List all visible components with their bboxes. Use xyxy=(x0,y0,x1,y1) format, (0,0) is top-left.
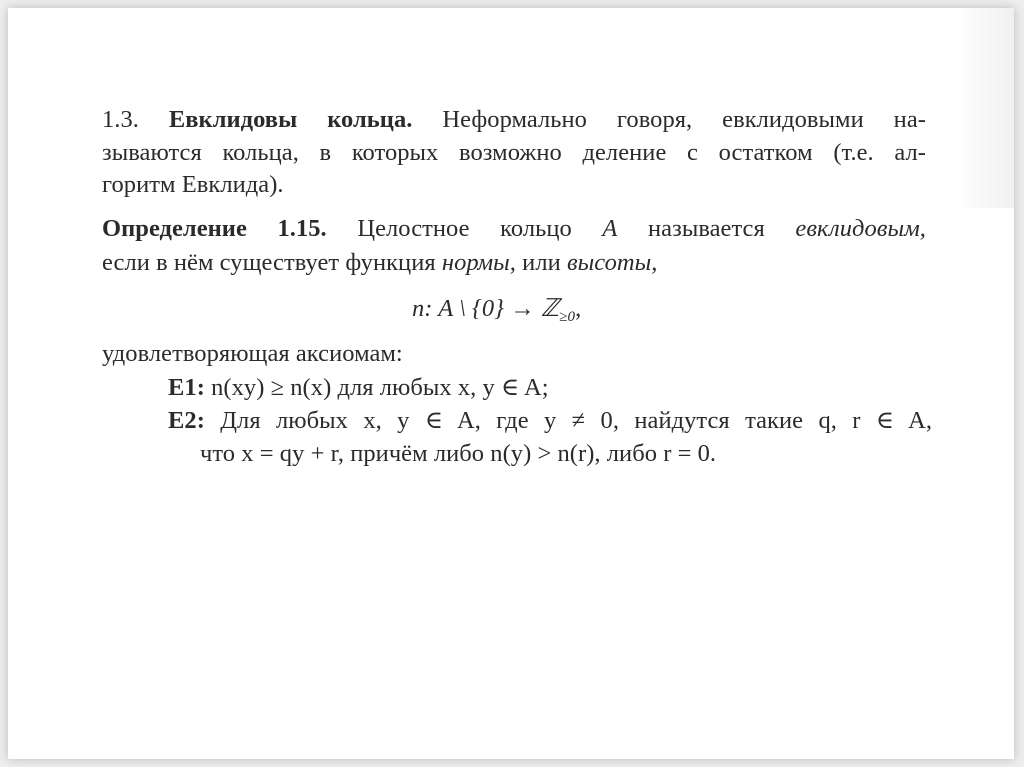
formula-end: , xyxy=(575,295,582,322)
formula-main: n: A \ {0} → ℤ xyxy=(412,295,560,322)
section-line-1 xyxy=(102,108,926,133)
section-line-3: горитм Евклида). xyxy=(102,171,284,198)
definition-text: или xyxy=(522,249,561,276)
axioms-intro: удовлетворяющая аксиомам: xyxy=(102,340,403,367)
section-title: Евклидовы кольца. xyxy=(168,106,413,133)
section-line-2: зываются кольца, в которых возможно деление с остатком (т.е. ал- xyxy=(102,139,926,166)
corner-shade xyxy=(954,8,1014,208)
var-a: A xyxy=(602,215,618,242)
definition-line-2 xyxy=(102,251,657,276)
definition-text: называется xyxy=(648,215,765,242)
axiom-e2 xyxy=(168,409,932,434)
axiom-e1-text: n(xy) ≥ n(x) для любых x, y ∈ A; xyxy=(211,374,549,401)
axiom-e2-text: Для любых x, y ∈ A, где y ≠ 0, найдутся такие q, r ∈ A, xyxy=(220,407,932,434)
axiom-e1 xyxy=(168,376,549,401)
definition-label: Определение 1.15. xyxy=(102,215,327,242)
section-number: 1.3. xyxy=(102,106,139,133)
definition-line-1 xyxy=(102,217,926,242)
axiom-e2-continuation: что x = qy + r, причём либо n(y) > n(r), либо r = 0. xyxy=(200,440,717,467)
formula-subscript: ≥0 xyxy=(559,309,576,325)
definition-text: если в нём существует функция xyxy=(102,249,436,276)
term-norm: нормы, xyxy=(441,249,516,276)
norm-formula xyxy=(412,297,581,325)
axiom-e2-label: E2: xyxy=(168,407,205,434)
term-height: высоты, xyxy=(566,249,658,276)
axiom-e1-label: E1: xyxy=(168,374,205,401)
term-euclidean: евклидовым, xyxy=(795,215,926,242)
definition-text: Целостное кольцо xyxy=(357,215,572,242)
section-text-1: Неформально говоря, евклидовыми на- xyxy=(442,106,926,133)
